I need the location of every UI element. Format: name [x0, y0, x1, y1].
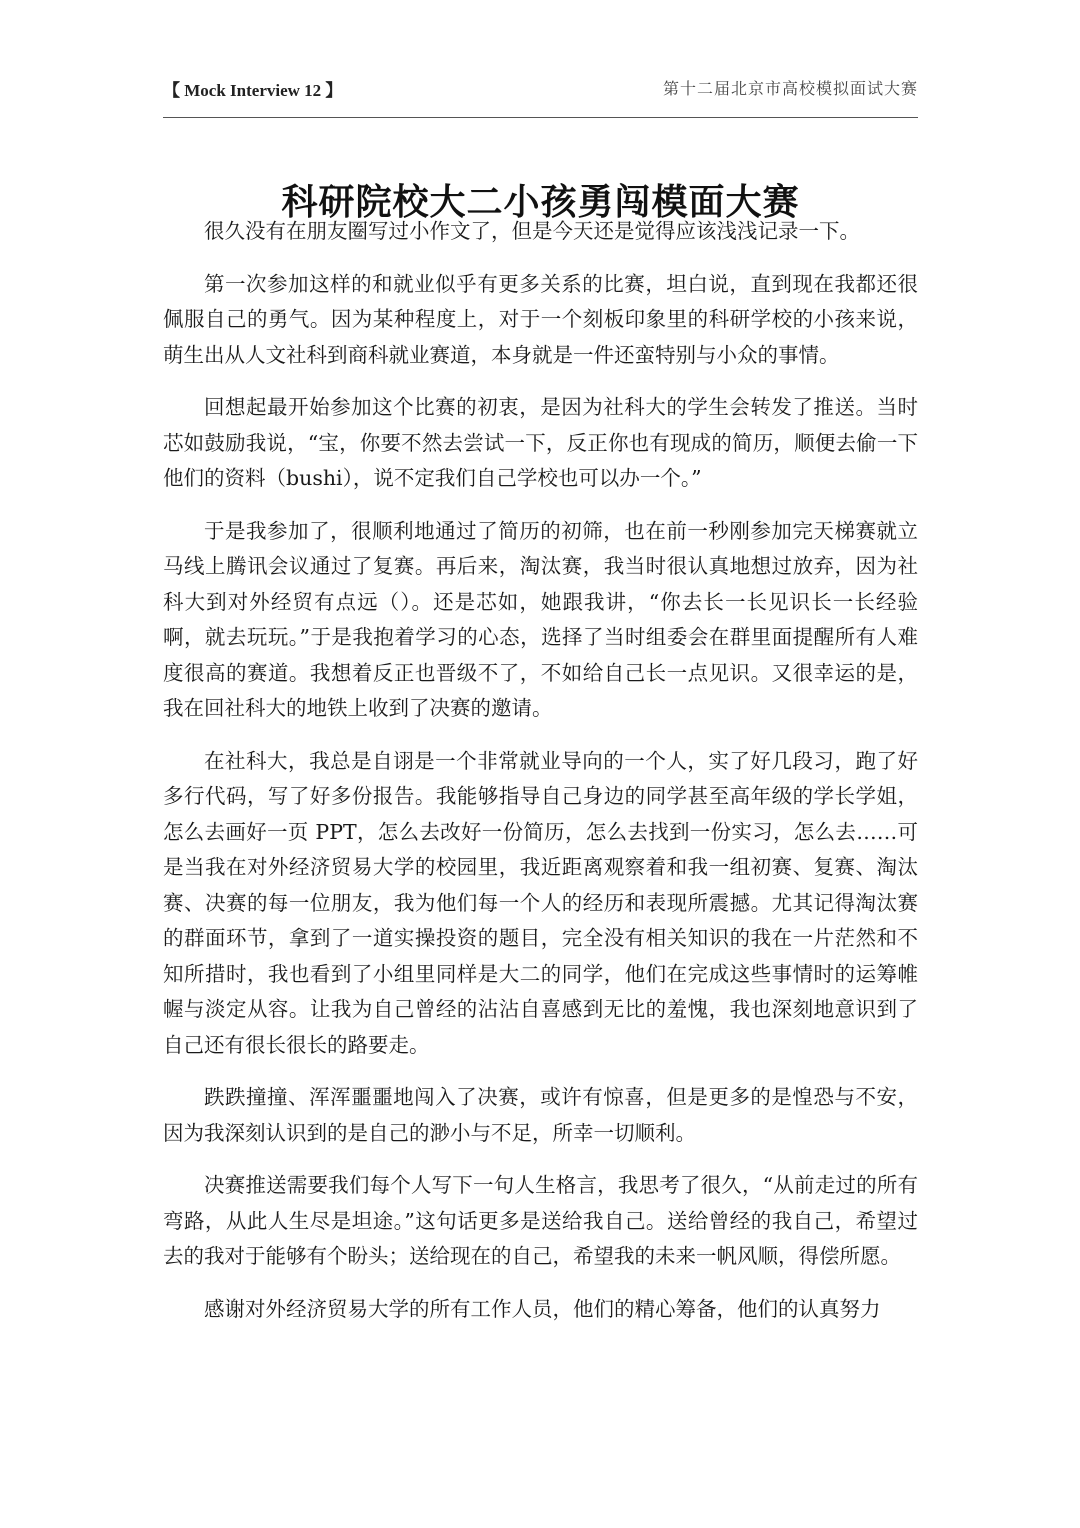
header-divider: [163, 117, 918, 118]
paragraph-6: 跌跌撞撞、浑浑噩噩地闯入了决赛，或许有惊喜，但是更多的是惶恐与不安，因为我深刻认识到的是自己的渺小与不足，所幸一切顺利。: [163, 1085, 918, 1145]
article-body: [163, 214, 918, 1344]
header-series-label: 【 Mock Interview 12 】: [163, 81, 343, 100]
header-competition-name: 第十二届北京市高校模拟面试大赛: [662, 79, 918, 98]
paragraph-4: 于是我参加了，很顺利地通过了简历的初筛，也在前一秒刚参加完天梯赛就立马线上腾讯会议通过了复赛。再后来，淘汰赛，我当时很认真地想过放弃，因为社科大到对外经贸有点远（）。还是芯如，她跟我讲，“你去长一长见识长一长经验啊，就去玩玩。”于是我抱着学习的心态，选择了当时组委会在群里面提醒所有人难度很高的赛道。我想着反正也晋级不了，不如给自己长一点见识。又很幸运的是，我在回社科大的地铁上收到了决赛的邀请。: [163, 518, 918, 720]
paragraph-3: 回想起最开始参加这个比赛的初衷，是因为社科大的学生会转发了推送。当时芯如鼓励我说，“宝，你要不然去尝试一下，反正你也有现成的简历，顺便去偷一下他们的资料（bushi），说不定我们自己学校也可以办一个。”: [163, 395, 918, 490]
paragraph-2: 第一次参加这样的和就业似乎有更多关系的比赛，坦白说，直到现在我都还很佩服自己的勇气。因为某种程度上，对于一个刻板印象里的科研学校的小孩来说，萌生出从人文社科到商科就业赛道，本身就是一件还蛮特别与小众的事情。: [163, 271, 918, 367]
page-header: [163, 76, 918, 106]
paragraph-7: 决赛推送需要我们每个人写下一句人生格言，我思考了很久，“从前走过的所有弯路，从此人生尽是坦途。”这句话更多是送给我自己。送给曾经的我自己，希望过去的我对于能够有个盼头；送给现在的自己，希望我的未来一帆风顺，得偿所愿。: [163, 1173, 918, 1268]
paragraph-5: 在社科大，我总是自诩是一个非常就业导向的一个人，实了好几段习，跑了好多行代码，写了好多份报告。我能够指导自己身边的同学甚至高年级的学长学姐，怎么去画好一页 PPT，怎么去改好一份简历，怎么去找到一份实习，怎么去……可是当我在对外经济贸易大学的校园里，我近距离观察着和我一组初赛、复赛、淘汰赛、决赛的每一位朋友，我为他们每一个人的经历和表现所震撼。尤其记得淘汰赛的群面环节，拿到了一道实操投资的题目，完全没有相关知识的我在一片茫然和不知所措时，我也看到了小组里同样是大二的同学，他们在完成这些事情时的运筹帷幄与淡定从容。让我为自己曾经的沾沾自喜感到无比的羞愧，我也深刻地意识到了自己还有很长很长的路要走。: [163, 748, 918, 1057]
paragraph-8: 感谢对外经济贸易大学的所有工作人员，他们的精心筹备，他们的认真努力: [204, 1296, 881, 1321]
paragraph-1: 很久没有在朋友圈写过小作文了，但是今天还是觉得应该浅浅记录一下。: [204, 219, 860, 243]
page-title: 科研院校大二小孩勇闯模面大赛: [281, 181, 800, 224]
